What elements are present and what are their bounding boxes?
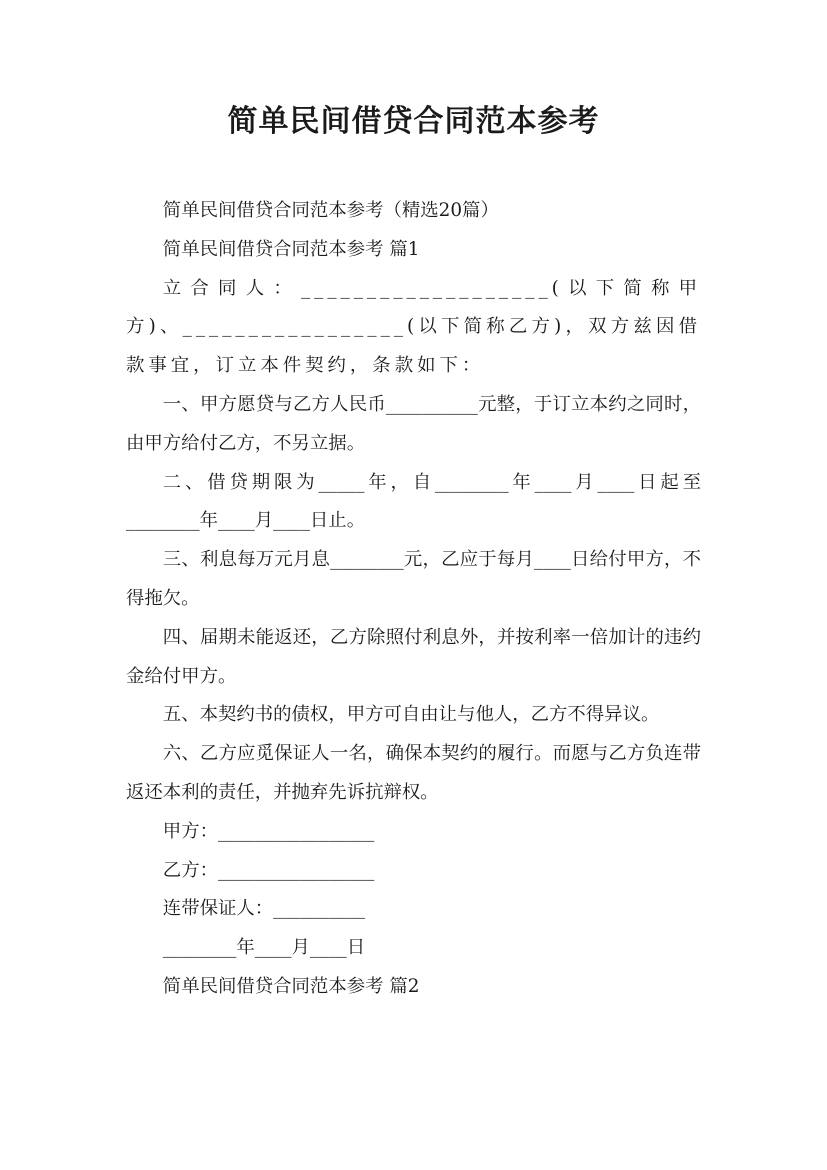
paragraph-clause-1: 一、甲方愿贷与乙方人民币__________元整，于订立本约之同时，由甲方给付乙方，不另立据。	[126, 393, 701, 454]
paragraph-clause-6: 六、乙方应觅保证人一名，确保本契约的履行。而愿与乙方负连带返还本利的责任，并抛弃先诉抗辩权。	[126, 743, 701, 803]
paragraph-parties: 立合同人：___________________(以下简称甲方)、_________________(以下简称乙方)，双方兹因借款事宜，订立本件契约，条款如下：	[126, 277, 701, 377]
paragraph-clause-3: 三、利息每万元月息________元，乙应于每月____日给付甲方，不得拖欠。	[126, 549, 701, 609]
paragraph-clause-4: 四、届期未能返还，乙方除照付利息外，并按利率一倍加计的违约金给付甲方。	[126, 626, 701, 687]
document-body	[126, 192, 701, 1007]
document-title: 简单民间借贷合同范本参考	[227, 104, 600, 139]
signature-party-b: 乙方：_________________	[162, 859, 375, 881]
signature-guarantor: 连带保证人：__________	[162, 898, 366, 920]
signature-party-a: 甲方：_________________	[162, 820, 375, 842]
paragraph-clause-5: 五、本契约书的债权，甲方可自由让与他人，乙方不得异议。	[162, 704, 660, 726]
paragraph-clause-2: 二、借贷期限为_____年，自________年____月____日起至________年____月____日止。	[126, 471, 701, 532]
paragraph-section-heading-1: 简单民间借贷合同范本参考 篇1	[162, 238, 420, 260]
paragraph-section-heading-2: 简单民间借贷合同范本参考 篇2	[162, 975, 420, 997]
signature-date: ________年____月____日	[162, 937, 366, 959]
paragraph-subtitle: 简单民间借贷合同范本参考（精选20篇）	[162, 200, 499, 221]
